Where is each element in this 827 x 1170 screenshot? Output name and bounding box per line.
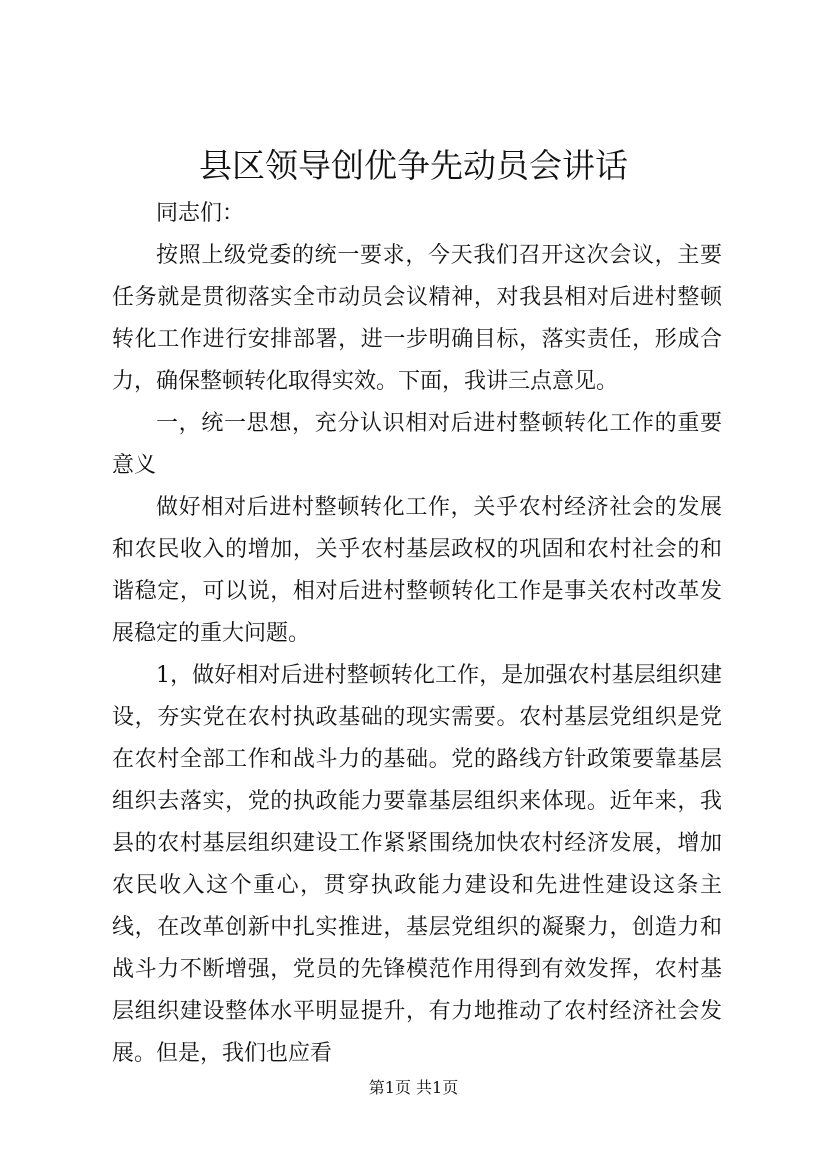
body-paragraph: 1，做好相对后进村整顿转化工作，是加强农村基层组织建设，夯实党在农村执政基础的现实需要。农村基层党组织是党在农村全部工作和战斗力的基础。党的路线方针政策要靠基层组织去落实，党的执政能力要靠基层组织来体现。近年来，我县的农村基层组织建设工作紧紧围绕加快农村经济发展，增加农民收入这个重心，贯穿执政能力建设和先进性建设这条主线，在改革创新中扎实推进，基层党组织的凝聚力，创造力和战斗力不断增强，党员的先锋模范作用得到有效发挥，农村基层组织建设整体水平明显提升，有力地推动了农村经济社会发展。但是，我们也应看 [112,663,722,1066]
section-heading: 一，统一思想，充分认识相对后进村整顿转化工作的重要意义 [112,411,722,478]
document-title: 县区领导创优争先动员会讲话 [199,146,628,185]
body-paragraph: 做好相对后进村整顿转化工作，关乎农村经济社会的发展和农民收入的增加，关乎农村基层政权的巩固和农村社会的和谐稳定，可以说，相对后进村整顿转化工作是事关农村改革发展稳定的重大问题。 [112,495,722,646]
page-footer: 第1页 共1页 [368,1078,459,1097]
intro-paragraph: 按照上级党委的统一要求，今天我们召开这次会议，主要任务就是贯彻落实全市动员会议精神，对我县相对后进村整顿转化工作进行安排部署，进一步明确目标，落实责任，形成合力，确保整顿转化取得实效。下面，我讲三点意见。 [112,243,722,394]
document-body [112,193,722,1075]
salutation-paragraph: 同志们： [156,201,245,226]
